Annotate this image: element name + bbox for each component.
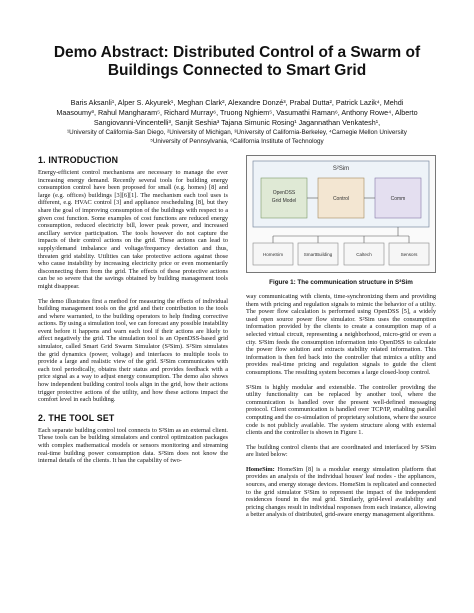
- tool-set-paragraph-1: Each separate building control tool connects to S²Sim as an external client. These tools can be building simulators and control optimization packages with complex mathematical models or sensors monitoring and streaming real-time building power consumption data. S²Sim does not know the internal details of the clients. It has the capability of two-: [38, 426, 228, 465]
- control-label: Control: [332, 196, 350, 202]
- homesim-body: HomeSim [8] is a modular energy simulation platform that provides an analysis of the individual houses' leaf nodes - the appliances, sources, and energy storage devices. HomeSim is replicated and connected to the grid simulator S²Sim to represent the impact of the independent residences found in the real grid. Similarly, grid-level availability and pricing changes result in individual responses from each instance, allowing a better analysis of distributed, grid-aware energy management algorithms.: [246, 465, 436, 519]
- two-column-body: [38, 155, 436, 519]
- homesim-paragraph: [246, 466, 436, 519]
- author-list: [38, 98, 436, 128]
- affiliation-line-1: ¹University of California-San Diego, ²University of Michigan, ³University of California-Berkeley, ⁴Carnegie Mellon University: [67, 129, 407, 136]
- authors-line-3: Sangiovanni-Vincentelli³, Sanjit Seshia³ Tajana Simunic Rosing¹ Jagannathan Venkatesh¹,: [93, 118, 381, 127]
- intro-paragraph-1: Energy-efficient control mechanisms are necessary to manage the ever increasing energy demand. Recently several tools for building energy consumption control have been proposed for small (e.g. homes) [8] and large (e.g. offices) buildings [3][6][1]. The mechanism each tool uses is different, e.g. HVAC control [3] and appliance rescheduling [8], but they share the goal of improving consumption of the buildings with respect to a given cost function. Some examples of cost functions are reduced energy consumption, reduced electricity bill, lower peak power, and increased ancillary service participation. The tools however do not capture the impacts of their control actions on the grid. These actions can lead to supply/demand imbalance and voltage/frequency deviation and thus, threaten grid stability. Utilities can take protective actions against those who cause instability by increasing electricity price or even momentarily disconnecting them from the grid. The effects of these protective actions can be so severe that the savings obtained by building management tools might disappear.: [38, 169, 228, 290]
- paper-title: [38, 44, 436, 80]
- right-paragraph-3: The building control clients that are coordinated and interfaced by S²Sim are listed below:: [246, 443, 436, 459]
- section-heading-tool-set: 2. THE TOOL SET: [38, 412, 115, 423]
- comm-label: Comm: [390, 196, 406, 202]
- client-label-caltech: Caltech: [356, 252, 372, 257]
- homesim-lead: HomeSim:: [246, 465, 275, 473]
- affiliations: [38, 128, 436, 146]
- left-column: [38, 155, 228, 519]
- right-column: [246, 155, 436, 519]
- client-label-smartbuilding: SmartBuilding: [303, 252, 333, 257]
- section-heading-introduction: 1. INTRODUCTION: [38, 155, 119, 165]
- figure-1-caption: Figure 1: The communication structure in S²Sim: [269, 279, 413, 286]
- authors-line-1: Baris Aksanli¹, Alper S. Akyurek¹, Meghan Clark², Alexandre Donzé³, Prabal Dutta², Patrick Lazik⁴, Mehdi: [70, 98, 404, 107]
- client-label-homesim: HomeSim: [262, 252, 284, 257]
- title-line-2: Buildings Connected to Smart Grid: [107, 62, 367, 79]
- figure-diagram: [247, 156, 435, 272]
- opendss-label: OpenDSS: [272, 190, 296, 196]
- communication-structure-figure: [246, 155, 436, 273]
- right-paragraph-2: S²Sim is highly modular and extensible. The controller providing the utility functionality can be replaced by another tool, where the communication is handled over the present well-defined messaging protocol. Client communication is handled over TCP/IP, enabling parallel computing and the co-simulation of proprietary solutions, where the source code is not publicly available. The system structure along with external clients and the controller is shown in Figure 1.: [246, 383, 436, 437]
- grid-model-label: Grid Model: [271, 198, 297, 204]
- right-paragraph-1: way communicating with clients, time-synchronizing them and providing them with pricing and regulation signals to mimic the behavior of a utility. The power flow calculation is performed using OpenDSS [5], a widely used open source power flow simulator. S²Sim uses the consumption information provided by the clients to create a consumption map of a selected virtual circuit, representing a neighborhood, micro-grid or even a city. S²Sim feeds the consumption information into OpenDSS to calculate the power flow solution and extracts stability related information. This information is then fed back into the controller that mimics a utility and provides real-time pricing and regulation signals to guide the client consumptions. The resulting system becomes a large closed-loop control.: [246, 293, 436, 376]
- authors-line-2: Maasoumy³, Rahul Mangharam⁵, Richard Murray⁶, Truong Nghiem⁵, Vasumathi Raman⁶, Anthony Rowe⁴, Alberto: [56, 108, 418, 117]
- affiliation-line-2: ⁵University of Pennsylvania, ⁶California Institute of Technology: [150, 138, 324, 145]
- title-line-1: Demo Abstract: Distributed Control of a Swarm of: [53, 44, 421, 61]
- s2sim-label: S²Sim: [332, 166, 350, 172]
- client-label-sensors: Sensors: [400, 252, 418, 257]
- intro-paragraph-2: The demo illustrates first a method for measuring the effects of individual building management tools on the grid and their contribution to the tools and where warranted, to the building operators to help finding corrective actions. By using a simulation tool, we can forecast any possible instability event before it happens and warn each tool if their actions are likely to affect negatively the grid. The simulation tool is an OpenDSS-based grid simulator, called Smart Grid Swarm Simulator (S²Sim). S²Sim simulates the grid dynamics (power, voltage) and interfaces to multiple tools to provide a large and realistic view of the grid. S²Sim communicates with each tool periodically, obtains their status and provides feedback with a price signal as a way to adjust energy consumption. The demo also shows how independent building control tools align in the grid, how their actions trigger protective actions of the utility, and how these actions impact the comfort level in each building.: [38, 297, 228, 404]
